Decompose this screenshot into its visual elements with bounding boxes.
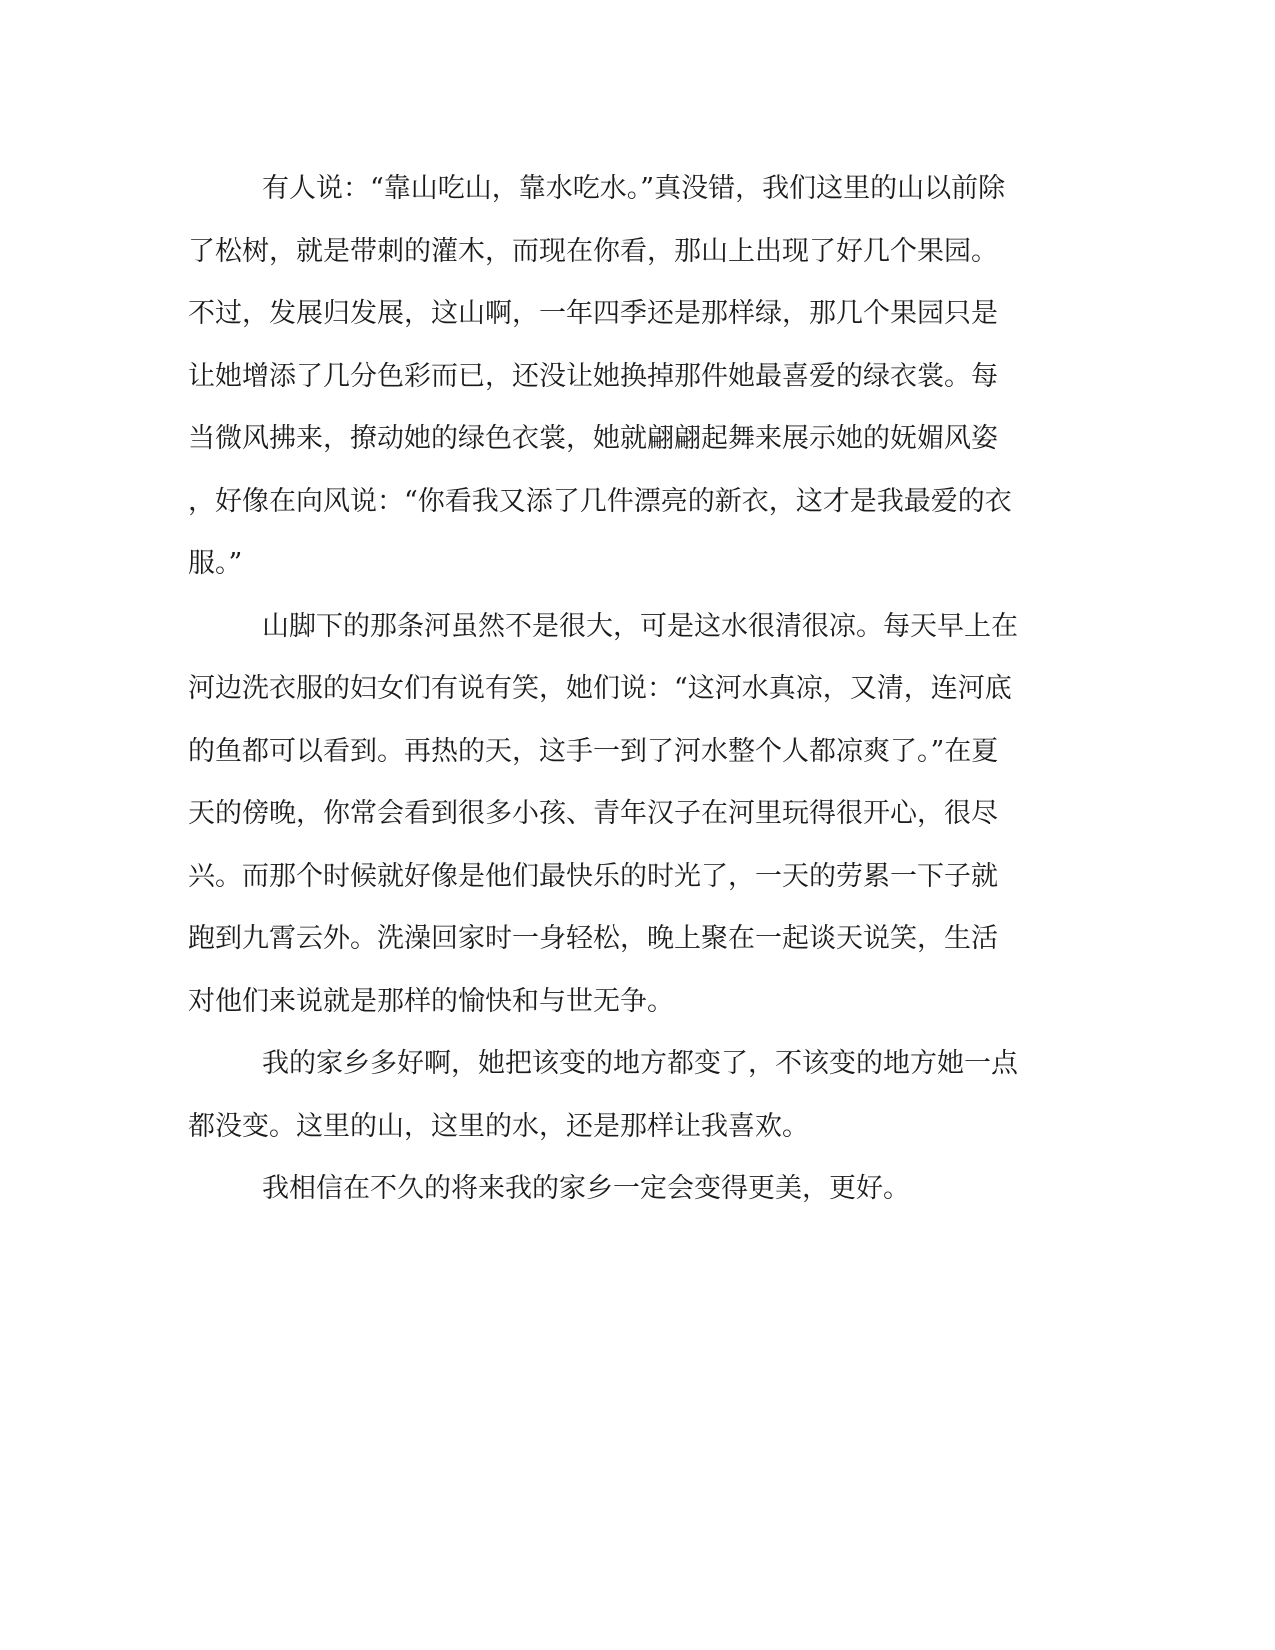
- paragraph-line: 让她增添了几分色彩而已，还没让她换掉那件她最喜爱的绿衣裳。每: [188, 360, 998, 392]
- paragraph-line: 的鱼都可以看到。再热的天，这手一到了河水整个人都凉爽了。”在夏: [188, 735, 999, 767]
- paragraph-line: 不过，发展归发展，这山啊，一年四季还是那样绿，那几个果园只是: [188, 298, 998, 329]
- paragraph-line: 都没变。这里的山，这里的水，还是那样让我喜欢。: [188, 1110, 809, 1142]
- essay-body: [188, 158, 1068, 1221]
- paragraph-4: [188, 1158, 1068, 1221]
- paragraph-line: 跑到九霄云外。洗澡回家时一身轻松，晚上聚在一起谈天说笑，生活: [188, 923, 998, 954]
- paragraph-3: [188, 1033, 1068, 1158]
- paragraph-line: 河边洗衣服的妇女们有说有笑，她们说：“这河水真凉，又清，连河底: [188, 673, 1012, 704]
- paragraph-line: 当微风拂来，撩动她的绿色衣裳，她就翩翩起舞来展示她的妩媚风姿: [188, 423, 998, 454]
- paragraph-line: 有人说：“靠山吃山，靠水吃水。”真没错，我们这里的山以前除: [262, 173, 1006, 204]
- paragraph-line: ，好像在向风说：“你看我又添了几件漂亮的新衣，这才是我最爱的衣: [188, 485, 1012, 517]
- paragraph-1: [188, 158, 1068, 596]
- paragraph-line: 服。”: [188, 548, 243, 579]
- paragraph-2: [188, 596, 1068, 1034]
- paragraph-line: 山脚下的那条河虽然不是很大，可是这水很清很凉。每天早上在: [262, 610, 1018, 642]
- paragraph-line: 对他们来说就是那样的愉快和与世无争。: [188, 985, 674, 1017]
- paragraph-line: 天的傍晚，你常会看到很多小孩、青年汉子在河里玩得很开心，很尽: [188, 798, 998, 829]
- paragraph-line: 我相信在不久的将来我的家乡一定会变得更美，更好。: [262, 1173, 910, 1204]
- paragraph-line: 我的家乡多好啊，她把该变的地方都变了，不该变的地方她一点: [262, 1048, 1018, 1079]
- paragraph-line: 兴。而那个时候就好像是他们最快乐的时光了，一天的劳累一下子就: [188, 860, 998, 892]
- paragraph-line: 了松树，就是带刺的灌木，而现在你看，那山上出现了好几个果园。: [188, 235, 998, 267]
